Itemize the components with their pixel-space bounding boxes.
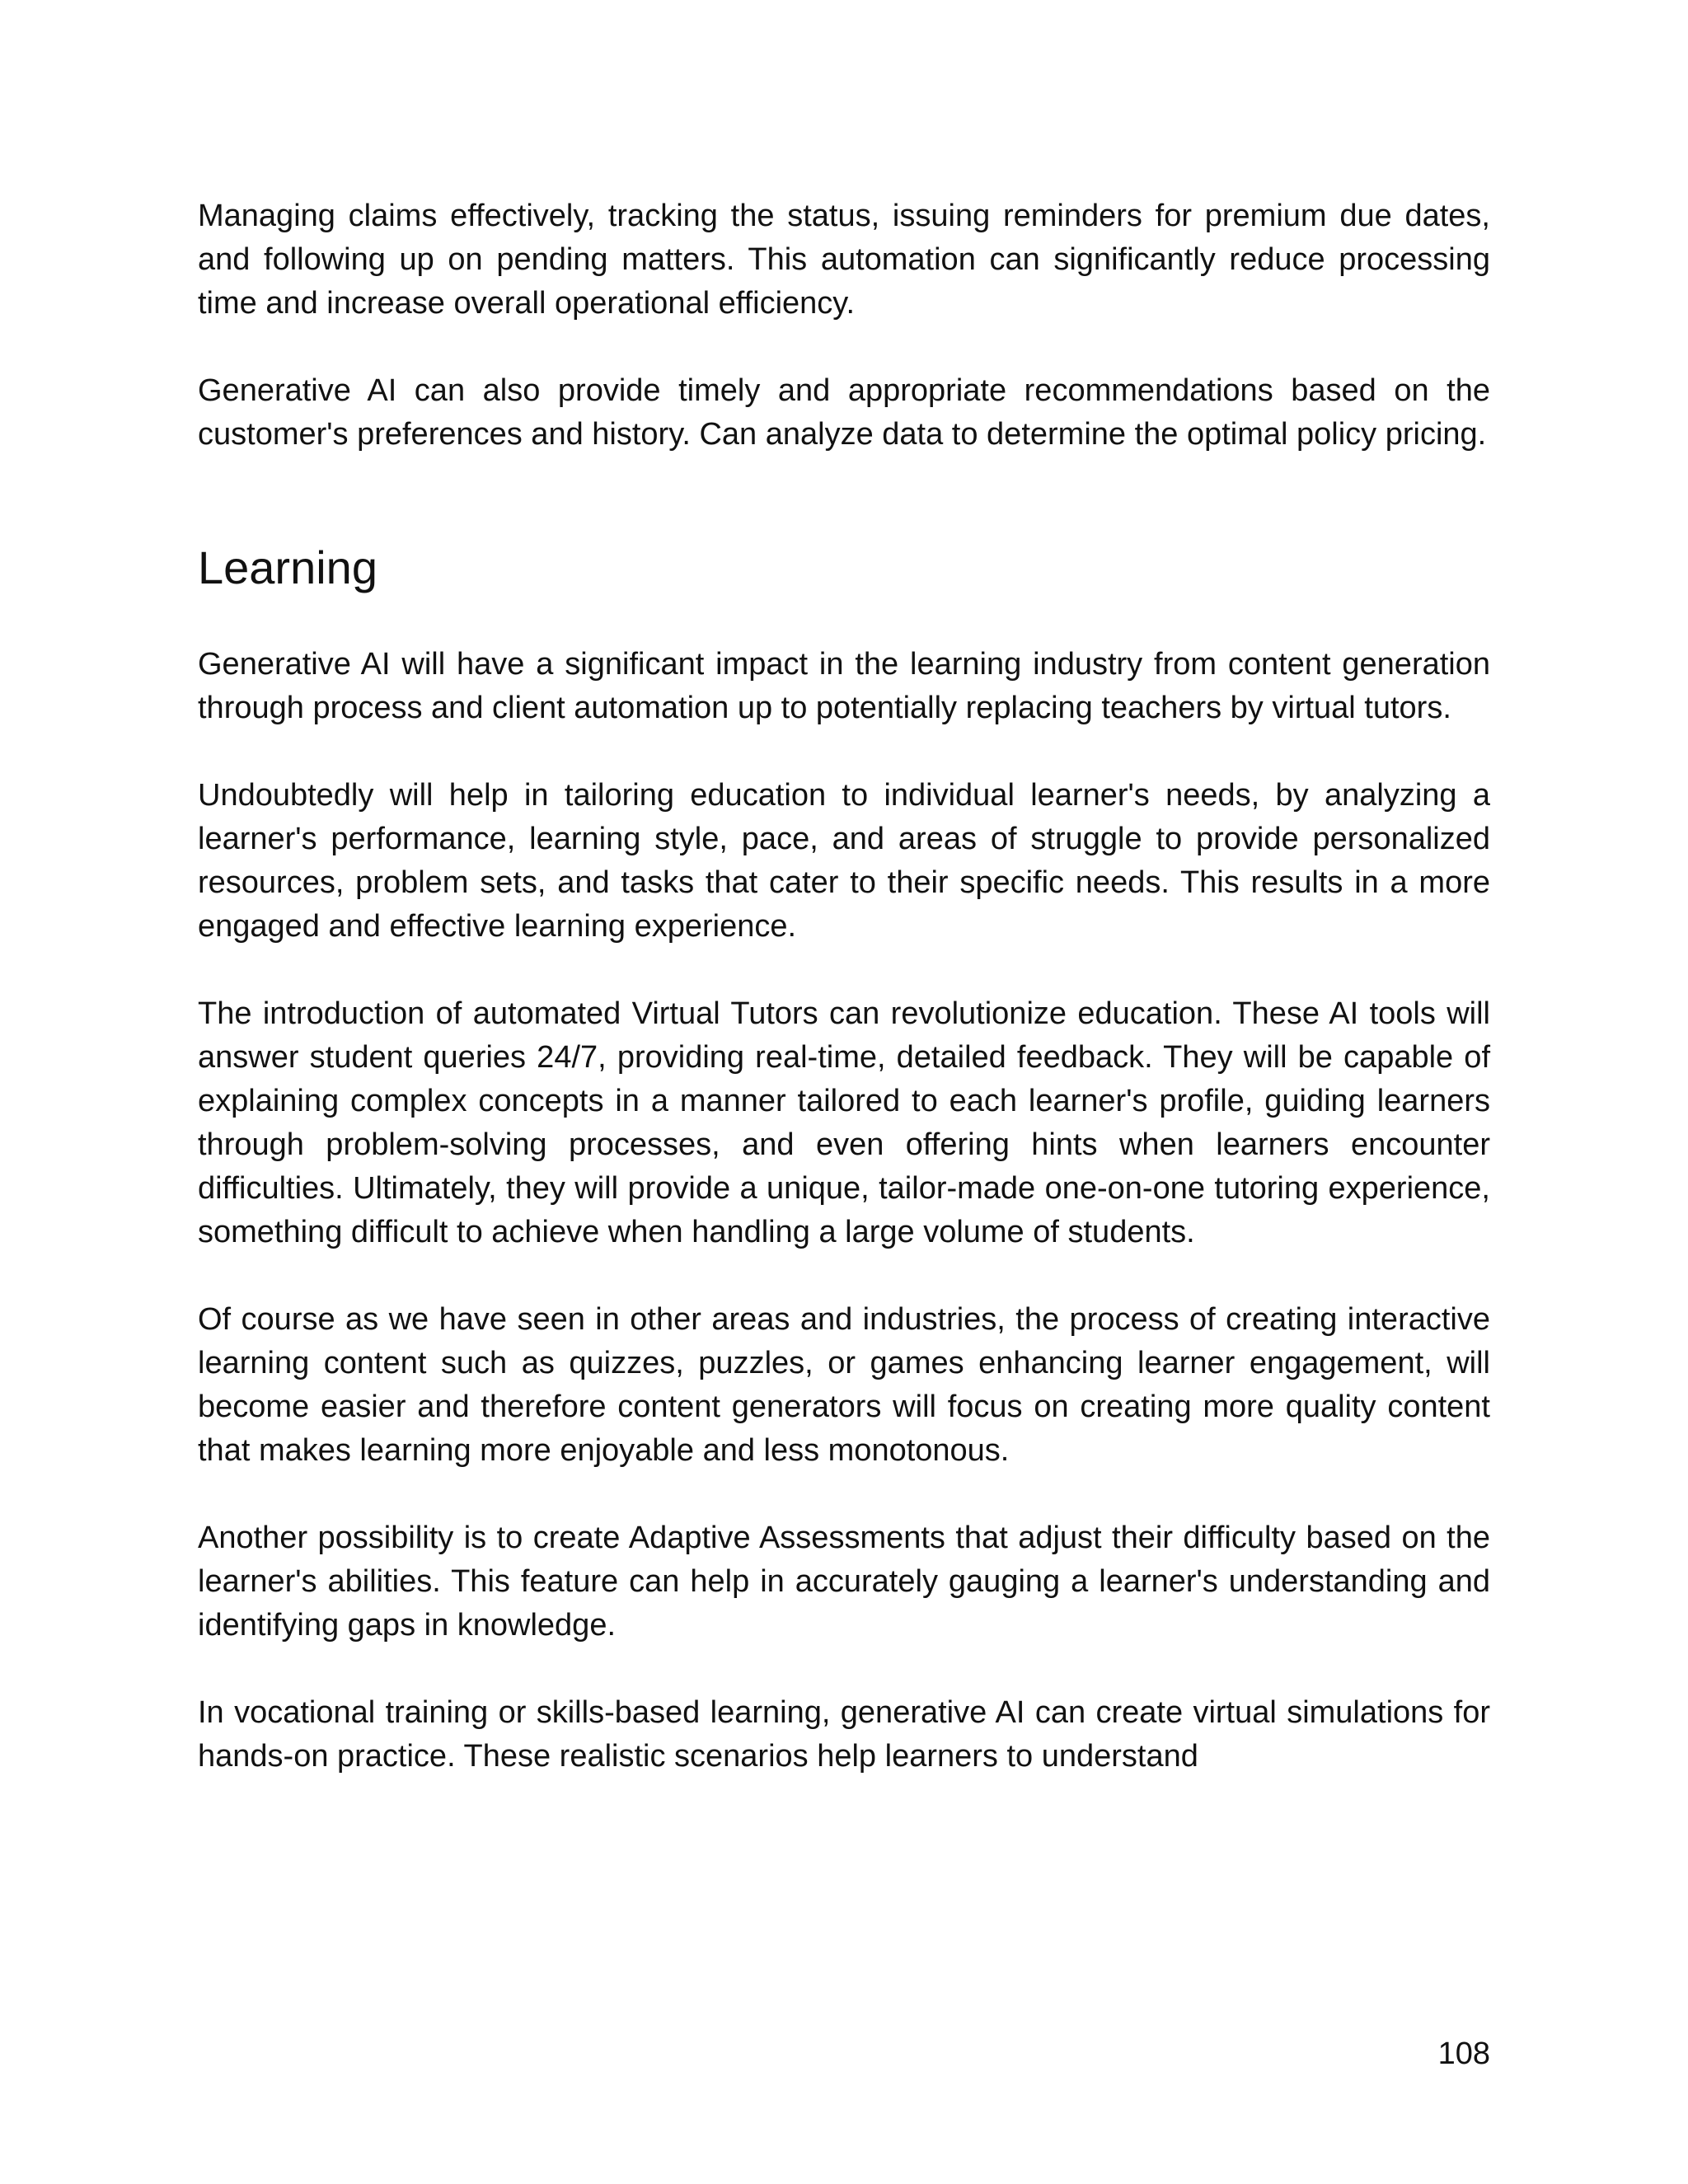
paragraph-spacer (198, 1647, 1490, 1691)
page-content (198, 194, 1490, 1779)
paragraph-spacer (198, 326, 1490, 369)
page-number: 108 (1437, 2036, 1490, 2071)
heading-spacer (198, 597, 1490, 643)
paragraph-tailoring: Undoubtedly will help in tailoring education to individual learner's needs, by analyzing a learner's performance, learning style, pace, and areas of struggle to provide personalized resources, problem sets, and tasks that cater to their specific needs. This results in a more engaged and effective learning experience. (198, 778, 1490, 944)
paragraph-spacer (198, 1473, 1490, 1516)
paragraph-virtual-tutors: The introduction of automated Virtual Tutors can revolutionize education. These AI tools will answer student queries 24/7, providing real-time, detailed feedback. They will be capable of explaining complex concepts in a manner tailored to each learner's profile, guiding learners through problem-solving processes, and even offering hints when learners encounter difficulties. Ultimately, they will provide a unique, tailor-made one-on-one tutoring experience, something difficult to achieve when handling a large volume of students. (198, 996, 1490, 1249)
paragraph-interactive-content: Of course as we have seen in other areas and industries, the process of creating interactive learning content such as quizzes, puzzles, or games enhancing learner engagement, will become easier and therefore content generators will focus on creating more quality content that makes learning more enjoyable and less monotonous. (198, 1302, 1490, 1468)
paragraph-impact: Generative AI will have a significant impact in the learning industry from content generation through process and client automation up to potentially replacing teachers by virtual tutors. (198, 647, 1490, 725)
paragraph-spacer (198, 949, 1490, 992)
paragraph-recommendations: Generative AI can also provide timely and appropriate recommendations based on the customer's preferences and history. Can analyze data to determine the optimal policy pricing. (198, 373, 1490, 452)
section-spacer (198, 457, 1490, 539)
paragraph-claims: Managing claims effectively, tracking the status, issuing reminders for premium due dates, and following up on pending matters. This automation can significantly reduce processing time and increase overall operational efficiency. (198, 199, 1490, 321)
paragraph-spacer (198, 730, 1490, 774)
paragraph-adaptive-assessments: Another possibility is to create Adaptive Assessments that adjust their difficulty based on the learner's abilities. This feature can help in accurately gauging a learner's understanding and identifying gaps in knowledge. (198, 1521, 1490, 1643)
paragraph-vocational-training: In vocational training or skills-based learning, generative AI can create virtual simulations for hands-on practice. These realistic scenarios help learners to understand (198, 1695, 1490, 1774)
paragraph-spacer (198, 1254, 1490, 1298)
section-heading-learning: Learning (198, 541, 377, 593)
